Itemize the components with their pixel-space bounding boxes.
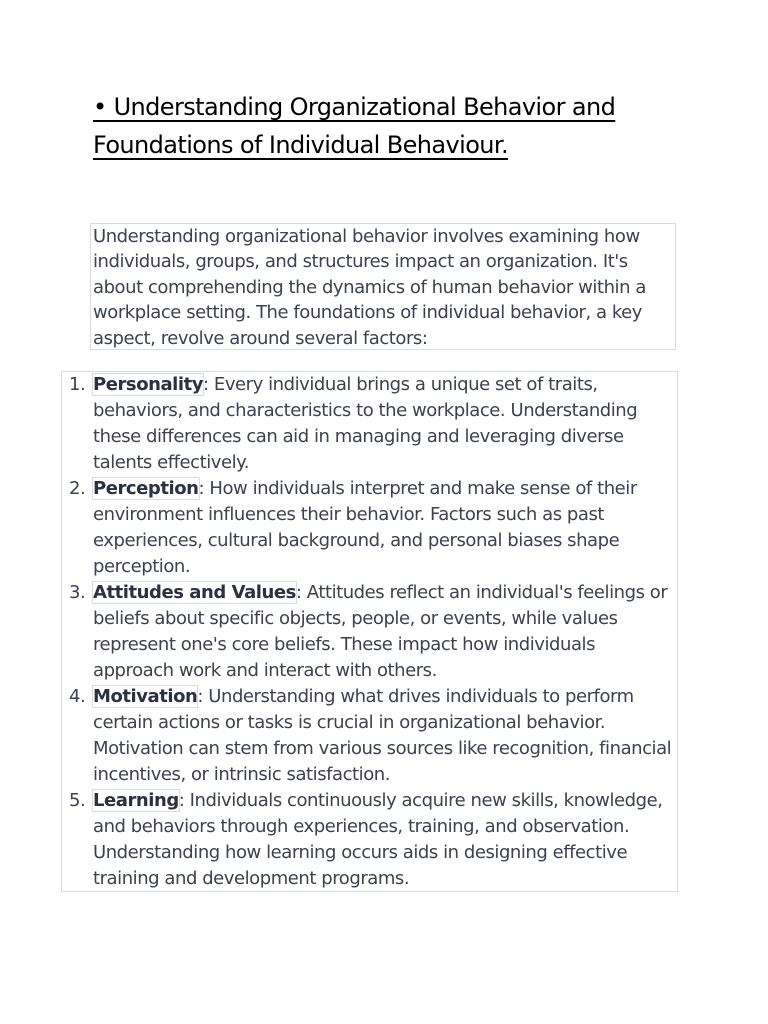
page-title: • Understanding Organizational Behavior and Foundations of Individual Behaviour. bbox=[93, 93, 616, 159]
factor-list bbox=[69, 372, 673, 892]
list-item-description: : Attitudes reflect an individual's feelings or beliefs about specific objects, people, or events, while values represent one's core beliefs. These impact how individuals approach work and interact with others. bbox=[93, 582, 668, 681]
list-item-number: 3. bbox=[69, 582, 86, 603]
list-item-personality bbox=[69, 372, 673, 476]
term-learning: Learning bbox=[93, 790, 179, 811]
intro-paragraph: Understanding organizational behavior involves examining how individuals, groups, and structures impact an organization. It's about comprehending the dynamics of human behavior within a workplace setting. The foundations of individual behavior, a key aspect, revolve around several factors: bbox=[93, 226, 646, 349]
list-item-number: 4. bbox=[69, 686, 86, 707]
list-item-motivation bbox=[69, 684, 673, 788]
list-item-number: 2. bbox=[69, 478, 86, 499]
list-item-learning bbox=[69, 788, 673, 892]
list-item-description: : Individuals continuously acquire new skills, knowledge, and behaviors through experiences, training, and observation. Understanding how learning occurs aids in designing effective training and development programs. bbox=[93, 790, 663, 889]
list-item-number: 1. bbox=[69, 374, 86, 395]
term-attitudes-values: Attitudes and Values bbox=[93, 582, 296, 603]
list-item-description: : How individuals interpret and make sense of their environment influences their behavior. Factors such as past experiences, cultural background, and personal biases shape perception. bbox=[93, 478, 637, 577]
list-item-number: 5. bbox=[69, 790, 86, 811]
list-item-description: : Every individual brings a unique set of traits, behaviors, and characteristics to the workplace. Understanding these differences can aid in managing and leveraging diverse talents effectively. bbox=[93, 374, 638, 473]
term-motivation: Motivation bbox=[93, 686, 198, 707]
term-personality: Personality bbox=[93, 374, 204, 395]
list-item-perception bbox=[69, 476, 673, 580]
list-item-attitudes-values bbox=[69, 580, 673, 684]
term-perception: Perception bbox=[93, 478, 199, 499]
list-item-description: : Understanding what drives individuals to perform certain actions or tasks is crucial in organizational behavior. Motivation can stem from various sources like recognition, financial incentives, or intrinsic satisfaction. bbox=[93, 686, 672, 785]
